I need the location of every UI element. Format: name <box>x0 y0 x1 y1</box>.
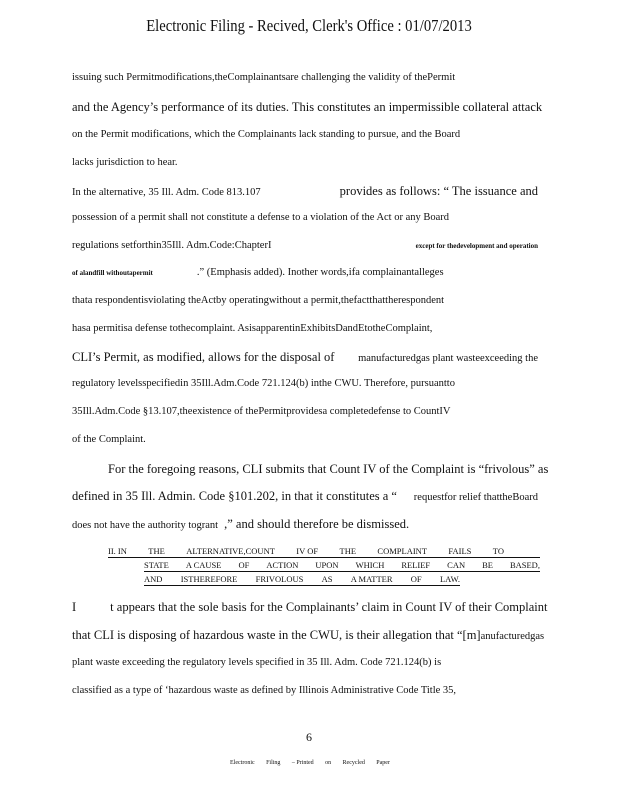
heading-word: A MATTER <box>350 574 393 584</box>
heading-word: CAN <box>447 560 466 570</box>
para4-line1-b: t appears that the sole basis for the Complainants’ claim in Count IV of their Complaint <box>110 600 548 614</box>
heading-word: TO <box>492 546 504 556</box>
para4-line4: classified as a type of ‘hazardous waste as defined by Illinois Administrative Code Title 35, <box>72 685 457 696</box>
para3-line2 <box>72 489 538 504</box>
para3-line2-a: defined in 35 Ill. Admin. Code §101.202, in that it constitutes a “ <box>72 489 397 503</box>
para2-line10: of the Complaint. <box>72 434 146 445</box>
para4-line2 <box>72 628 545 643</box>
para4-line2-a: that CLI is disposing of hazardous waste in the CWU, is their allegation that “[m] <box>72 628 481 642</box>
heading-word: RELIEF <box>401 560 431 570</box>
footer-word: Electronic <box>230 760 255 766</box>
para2-line3-a: regulations setforthin35Ill. Adm.Code:ChapterI <box>72 240 272 251</box>
para2-line4-a: of alandfill withoutapermit <box>72 269 153 277</box>
para4-line3: plant waste exceeding the regulatory levels specified in 35 Ill. Adm. Code 721.124(b) is <box>72 657 442 668</box>
page-number: 6 <box>306 730 312 744</box>
heading-line1 <box>108 546 540 558</box>
para3-line3 <box>72 517 538 532</box>
para2-line2: possession of a permit shall not constitute a defense to a violation of the Act or any Board <box>72 212 450 223</box>
para3-line2-b: requestfor relief thattheBoard <box>413 492 538 503</box>
para4-line2-b: anufacturedgas <box>480 631 545 642</box>
para1-line3: on the Permit modifications, which the Complainants lack standing to pursue, and the Board <box>72 129 461 140</box>
footer-word: Paper <box>376 760 390 766</box>
heading-word: IV OF <box>296 546 319 556</box>
para1-line4: lacks jurisdiction to hear. <box>72 157 178 168</box>
para2-line5: thata respondentisviolating theActby operatingwithout a permit,thefactthattherespondent <box>72 295 445 306</box>
heading-word: COMPLAINT <box>377 546 428 556</box>
filing-stamp-header: Electronic Filing - Recived, Clerk's Office : 01/07/2013 <box>146 16 472 35</box>
heading-word: OF <box>238 560 250 570</box>
heading-line3 <box>144 574 460 586</box>
heading-word: FAILS <box>448 546 472 556</box>
para2-line7 <box>72 350 538 365</box>
para4-line1 <box>72 600 548 615</box>
footer-word: Filing <box>266 760 281 766</box>
heading-word: LAW. <box>439 574 460 584</box>
heading-word: STATE <box>144 560 169 570</box>
heading-word: WHICH <box>355 560 385 570</box>
heading-word: AND <box>144 574 163 584</box>
heading-word: UPON <box>315 560 339 570</box>
para1-line2: and the Agency’s performance of its duties. This constitutes an impermissible collateral attack <box>72 100 543 114</box>
section-heading <box>108 546 540 586</box>
para2-line3 <box>72 240 538 251</box>
heading-line2 <box>144 560 540 572</box>
para2-line6: hasa permitisa defense tothecomplaint. AsisapparentinExhibitsDandEtotheComplaint, <box>72 323 433 334</box>
footer <box>230 760 390 766</box>
heading-word: A CAUSE <box>185 560 222 570</box>
heading-word: BE <box>482 560 493 570</box>
para3-line3-a: does not have the authority togrant <box>72 520 219 531</box>
heading-word: THE <box>148 546 165 556</box>
para2-line8: regulatory levelsspecifiedin 35Ill.Adm.Code 721.124(b) inthe CWU. Therefore, pursuantto <box>72 378 455 389</box>
para1-line1: issuing such Permitmodifications,theComplainantsare challenging the validity of thePermit <box>72 72 456 83</box>
heading-word: ALTERNATIVE,COUNT <box>186 546 275 556</box>
para2-line7-b: manufacturedgas plant wasteexceeding the <box>358 353 538 364</box>
para2-line3-b: except for thedevelopment and operation <box>415 242 538 250</box>
para2-line9: 35Ill.Adm.Code §13.107,theexistence of thePermitprovidesa completedefense to CountIV <box>72 406 451 417</box>
heading-word: BASED, <box>509 560 540 570</box>
footer-word: – Printed <box>291 760 314 766</box>
heading-word: FRIVOLOUS <box>255 574 304 584</box>
heading-word: ACTION <box>266 560 299 570</box>
para2-line1-a: In the alternative, 35 Ill. Adm. Code 813.107 <box>72 187 261 198</box>
para3-line3-b: ,” and should therefore be dismissed. <box>224 517 410 531</box>
heading-word: THE <box>339 546 357 556</box>
heading-word: OF <box>410 574 422 584</box>
para2-line1 <box>72 184 538 199</box>
para2-line1-b: provides as follows: “ The issuance and <box>339 184 538 198</box>
para2-line4 <box>72 267 538 278</box>
heading-word: AS <box>321 574 333 584</box>
footer-word: on <box>325 760 332 766</box>
para3-line1: For the foregoing reasons, CLI submits that Count IV of the Complaint is “frivolous” as <box>108 462 549 476</box>
para2-line4-b: .” (Emphasis added). Inother words,ifa complainantalleges <box>196 267 444 278</box>
para2-line7-a: CLI’s Permit, as modified, allows for the disposal of <box>72 350 335 364</box>
footer-word: Recycled <box>342 760 365 766</box>
para4-dropcap: I <box>72 600 77 614</box>
heading-word: ISTHEREFORE <box>180 574 238 584</box>
heading-word: II. IN <box>108 546 127 556</box>
